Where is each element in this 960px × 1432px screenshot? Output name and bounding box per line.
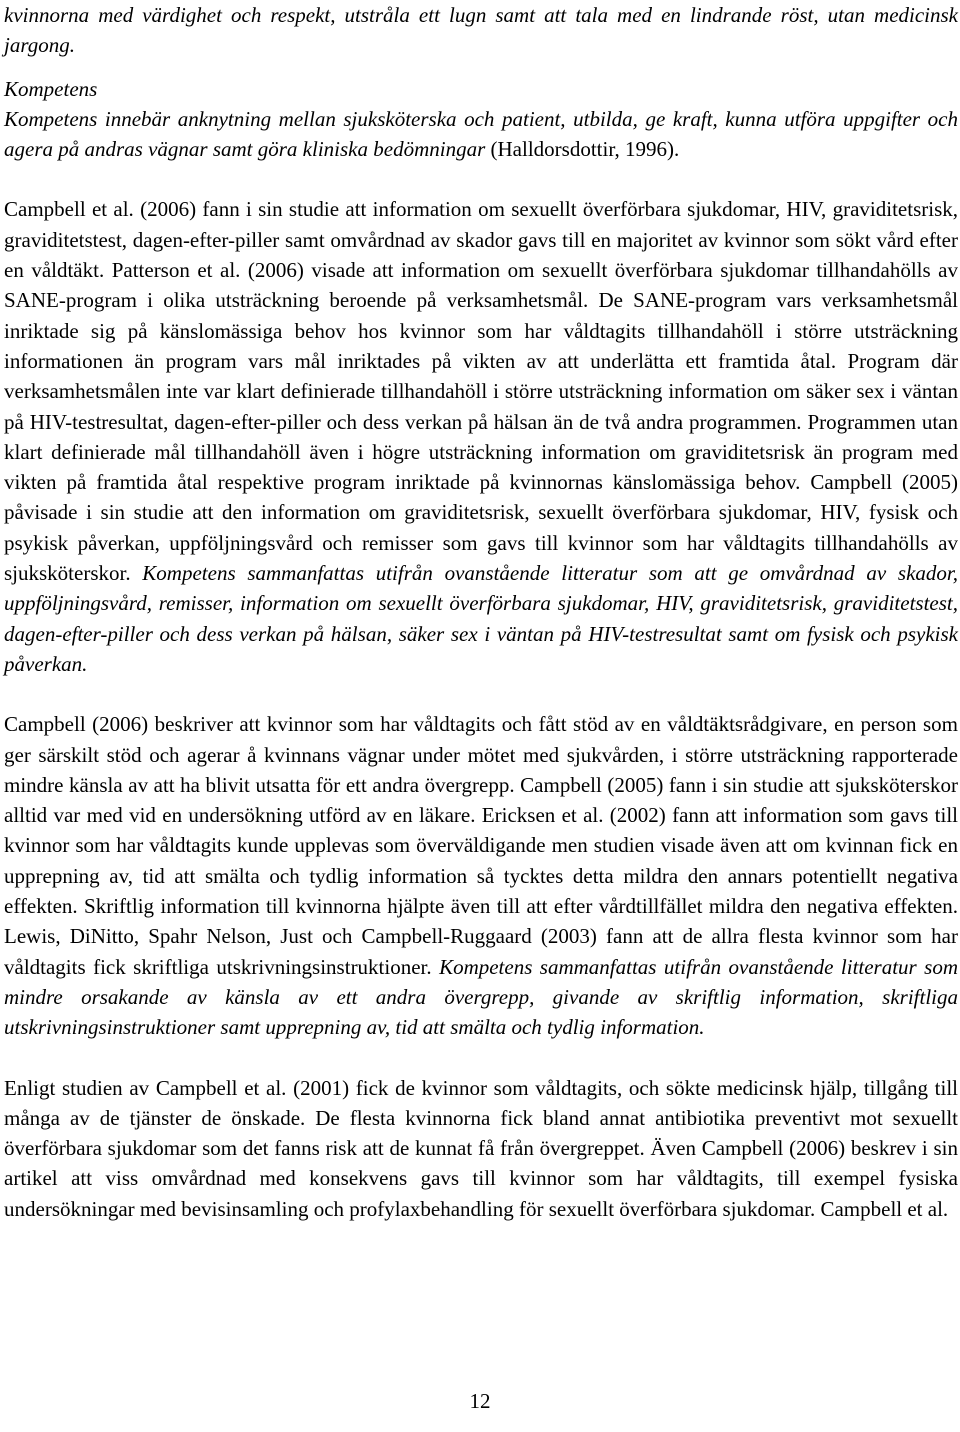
paragraph-2-summary: Kompetens sammanfattas utifrån ovanstående litteratur som mindre orsakande av känsla av ett andra övergrepp, givande av skriftlig information, skriftliga utskrivningsinstruktioner samt upprepning av, tid att smälta och tydlig information. (4, 954, 958, 1040)
page-number: 12 (469, 1389, 491, 1413)
page-body (4, 0, 958, 1224)
paragraph-1 (4, 194, 958, 679)
paragraph-3 (4, 1073, 958, 1224)
kompetens-definition (4, 104, 958, 165)
paragraph-1-text: Campbell et al. (2006) fann i sin studie att information om sexuellt överförbara sjukdomar, HIV, graviditetsrisk, graviditetstest, dagen-efter-piller samt omvårdnad av skador gavs till en majoritet av kvinnor som sökt vård efter en våldtäkt. Patterson et al. (2006) visade att information om sexuellt överförbara sjukdomar tillhandahölls av SANE-program i olika utsträckning beroende på verksamhetsmål. De SANE-program vars verksamhetsmål inriktade sig på känslomässiga behov hos kvinnor som har våldtagits tillhandahöll i större utsträckning informationen än program vars mål inriktades på vikten av att underlätta ett framtida åtal. Program där verksamhetsmålen inte var klart definierade tillhandahöll i större utsträckning information om säker sex i väntan på HIV-testresultat, dagen-efter-piller och dess verkan på hälsan än de två andra programmen. Programmen utan klart definierade mål tillhandahöll även i högre utsträckning information om graviditetsrisk än program med vikten på framtida åtal respektive program inriktade på kvinnornas känslomässiga behov. Campbell (2005) påvisade i sin studie att den information om graviditetsrisk, sexuellt överförbara sjukdomar, HIV, fysisk och psykisk påverkan, uppföljningsvård och remisser som gavs till kvinnor som har våldtagits tillhandahölls av sjuksköterskor. (4, 197, 958, 586)
intro-continuation: kvinnorna med värdighet och respekt, utstråla ett lugn samt att tala med en lindrande röst, utan medicinsk jargong. (4, 3, 958, 58)
paragraph-2-text: Campbell (2006) beskriver att kvinnor som har våldtagits och fått stöd av en våldtäktsrådgivare, en person som ger särskilt stöd och agerar å kvinnans vägnar under mötet med sjukvården, i större utsträckning rapporterade mindre känsla av att ha blivit utsatta för ett andra övergrepp. Campbell (2005) fann i sin studie att sjuksköterskor alltid var med vid en undersökning utförd av en läkare. Ericksen et al. (2002) fann att information som gavs till kvinnor som har våldtagits kunde upplevas som överväldigande men studien visade även att om kvinnan fick en upprepning av, tid att smälta och tydlig information så tycktes detta mildra den annars potentiellt negativa effekten. Skriftlig information till kvinnorna hjälpte även till att efter vårdtillfället mildra den negativa effekten. Lewis, DiNitto, Spahr Nelson, Just och Campbell-Ruggaard (2003) fann att de allra flesta kvinnor som har våldtagits fick skriftliga utskrivningsinstruktioner. (4, 712, 958, 979)
paragraph-1-summary: Kompetens sammanfattas utifrån ovanstående litteratur som att ge omvårdnad av skador, uppföljningsvård, remisser, information om sexuellt överförbara sjukdomar, HIV, graviditetsrisk, graviditetstest, dagen-efter-piller och dess verkan på hälsan, säker sex i väntan på HIV-testresultat samt om fysisk och psykisk påverkan. (4, 561, 958, 676)
section-heading-kompetens: Kompetens (4, 76, 98, 101)
paragraph-2 (4, 709, 958, 1042)
kompetens-definition-citation: (Halldorsdottir, 1996). (485, 137, 680, 162)
kompetens-definition-text: Kompetens innebär anknytning mellan sjuksköterska och patient, utbilda, ge kraft, kunna utföra uppgifter och agera på andras vägnar samt göra kliniska bedömningar (4, 106, 958, 162)
paragraph-3-text: Enligt studien av Campbell et al. (2001) fick de kvinnor som våldtagits, och sökte medicinsk hjälp, tillgång till många av de tjänster de önskade. De flesta kvinnorna fick bland annat antibiotika preventivt mot sexuellt överförbara sjukdomar som det fanns risk att de kunnat få från övergreppet. Även Campbell (2006) beskrev i sin artikel att viss omvårdnad med konsekvens gavs till kvinnor som har våldtagits, till exempel fysiska undersökningar med bevisinsamling och profylaxbehandling för sexuellt överförbara sjukdomar. Campbell et al. (4, 1075, 958, 1221)
